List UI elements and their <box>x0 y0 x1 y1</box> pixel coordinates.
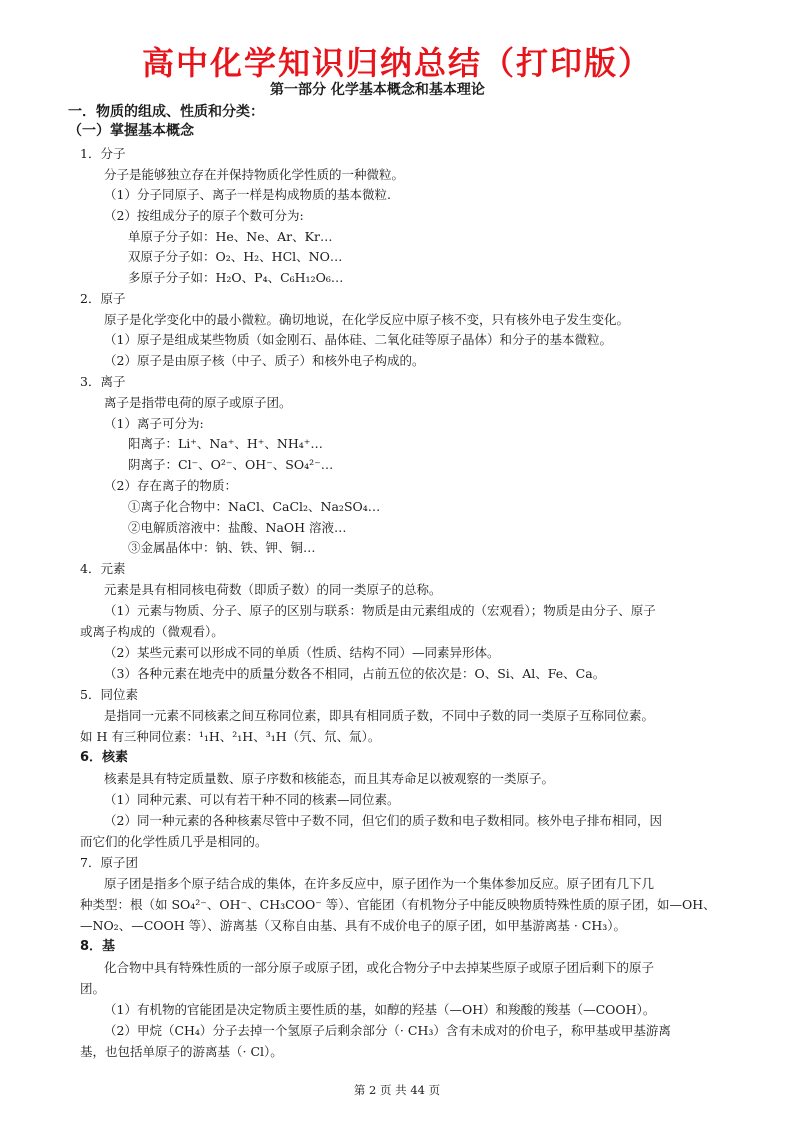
text-line: （2）按组成分子的原子个数可分为: <box>104 208 304 223</box>
text-line: 种类型：根（如 SO₄²⁻、OH⁻、CH₃COO⁻ 等）、官能团（有机物分子中能反映物质特殊性质的原子团，如—OH、 <box>80 897 716 912</box>
section-heading: 8．基 <box>80 939 116 954</box>
text-line: （2）存在离子的物质： <box>104 478 237 493</box>
section-heading: 一．物质的组成、性质和分类： <box>68 104 264 120</box>
section-heading: 5．同位素 <box>80 687 138 702</box>
text-line: （1）离子可分为: <box>104 416 204 431</box>
page-footer: 第 2 页 共 44 页 <box>353 1083 441 1097</box>
text-line: 而它们的化学性质几乎是相同的。 <box>80 834 268 849</box>
text-line: （1）元素与物质、分子、原子的区别与联系：物质是由元素组成的（宏观看）；物质是由分子、原子 <box>104 603 656 618</box>
text-line: 原子是化学变化中的最小微粒。确切地说，在化学反应中原子核不变，只有核外电子发生变化。 <box>104 312 630 327</box>
text-line: ①离子化合物中：NaCl、CaCl₂、Na₂SO₄… <box>128 499 381 514</box>
page-title: 高中化学知识归纳总结（打印版） <box>141 44 652 82</box>
text-line: （2）同一种元素的各种核素尽管中子数不同，但它们的质子数和电子数相同。核外电子排布相同，因 <box>104 813 662 828</box>
section-heading: 1．分子 <box>80 146 126 161</box>
text-line: 分子是能够独立存在并保持物质化学性质的一种微粒。 <box>104 167 405 182</box>
text-line: （3）各种元素在地壳中的质量分数各不相同，占前五位的依次是：O、Si、Al、Fe、Ca。 <box>104 666 606 681</box>
text-line: —NO₂、—COOH 等）、游离基（又称自由基、具有不成价电子的原子团，如甲基游离基 · CH₃）。 <box>80 918 627 933</box>
text-line: 团。 <box>80 981 106 996</box>
section-heading: 3．离子 <box>80 374 126 389</box>
text-line: 化合物中具有特殊性质的一部分原子或原子团，或化合物分子中去掉某些原子或原子团后剩下的原子 <box>104 960 655 975</box>
text-line: （1）原子是组成某些物质（如金刚石、晶体硅、二氧化硅等原子晶体）和分子的基本微粒。 <box>104 332 612 347</box>
section-heading: （一）掌握基本概念 <box>68 123 194 139</box>
text-line: 如 H 有三种同位素：¹₁H、²₁H、³₁H（氕、氘、氚）。 <box>80 729 381 744</box>
text-line: （1）分子同原子、离子一样是构成物质的基本微粒. <box>104 187 391 202</box>
text-line: （1）同种元素、可以有若干种不同的核素—同位素。 <box>104 792 400 807</box>
section-heading: 2．原子 <box>80 291 126 306</box>
section-subtitle: 第一部分 化学基本概念和基本理论 <box>270 82 485 98</box>
text-line: ③金属晶体中：钠、铁、钾、铜… <box>128 540 316 555</box>
text-line: 离子是指带电荷的原子或原子团。 <box>104 395 292 410</box>
text-line: 多原子分子如：H₂O、P₄、C₆H₁₂O₆… <box>128 270 344 285</box>
section-heading: 4．元素 <box>80 561 126 576</box>
text-line: （2）原子是由原子核（中子、质子）和核外电子构成的。 <box>104 353 425 368</box>
section-heading: 6．核素 <box>80 750 129 765</box>
text-line: 或离子构成的（微观看）。 <box>80 624 224 639</box>
text-line: 双原子分子如：O₂、H₂、HCl、NO… <box>128 249 343 264</box>
text-line: 基，也包括单原子的游离基（· Cl）。 <box>80 1044 283 1059</box>
text-line: 是指同一元素不同核素之间互称同位素，即具有相同质子数，不同中子数的同一类原子互称同位素。 <box>104 708 655 723</box>
text-line: （2）某些元素可以形成不同的单质（性质、结构不同）—同素异形体。 <box>104 645 500 660</box>
text-line: 核素是具有特定质量数、原子序数和核能态，而且其寿命足以被观察的一类原子。 <box>104 771 555 786</box>
section-heading: 7．原子团 <box>80 855 138 870</box>
text-line: 单原子分子如：He、Ne、Ar、Kr… <box>128 229 333 244</box>
text-line: 阴离子：Cl⁻、O²⁻、OH⁻、SO₄²⁻… <box>128 457 334 472</box>
text-line: （1）有机物的官能团是决定物质主要性质的基，如醇的羟基（—OH）和羧酸的羧基（—COOH）。 <box>104 1002 656 1017</box>
text-line: ②电解质溶液中：盐酸、NaOH 溶液… <box>128 520 347 535</box>
text-line: 原子团是指多个原子结合成的集体，在许多反应中，原子团作为一个集体参加反应。原子团有几下几 <box>104 876 655 891</box>
text-line: （2）甲烷（CH₄）分子去掉一个氢原子后剩余部分（· CH₃）含有未成对的价电子，称甲基或甲基游离 <box>104 1023 671 1038</box>
text-line: 元素是具有相同核电荷数（即质子数）的同一类原子的总称。 <box>104 582 442 597</box>
text-line: 阳离子：Li⁺、Na⁺、H⁺、NH₄⁺… <box>128 436 323 451</box>
